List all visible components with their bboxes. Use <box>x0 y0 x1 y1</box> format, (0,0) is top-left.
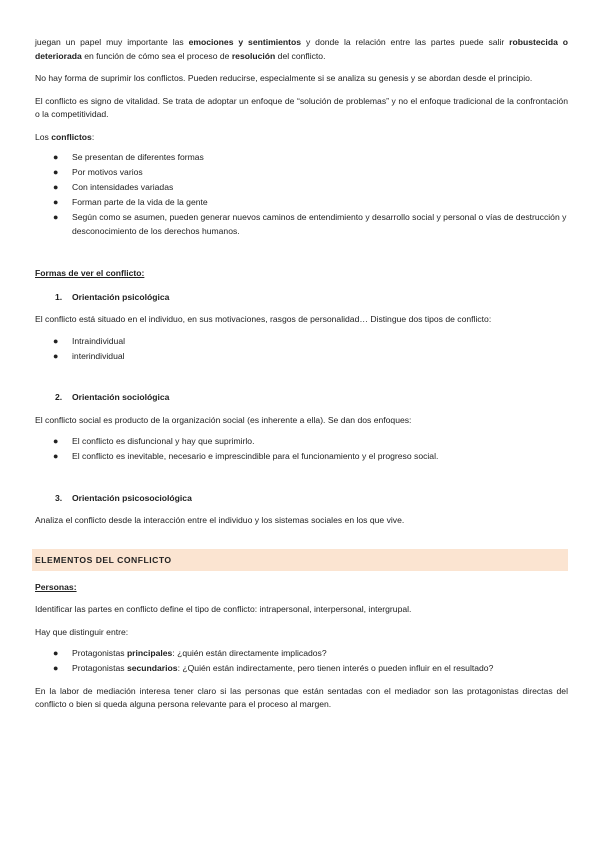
list-item: ● Según como se asumen, pueden generar nuevos caminos de entendimiento y desarrollo social y personal o vías de destrucción y desconocimiento de los derechos humanos. <box>53 212 567 236</box>
list-item: ● Protagonistas secundarios: ¿Quién están indirectamente, pero tienen interés o pueden influir en el resultado? <box>35 662 568 676</box>
orientacion-sociologica-list <box>35 435 568 464</box>
personas-paragraph-3: En la labor de mediación interesa tener claro si las personas que están sentadas con el mediador son las protagonistas directas del conflicto o bien si queda alguna persona relevante para el proceso al margen. <box>35 685 568 709</box>
orientacion-psicologica-text: El conflicto está situado en el individuo, en sus motivaciones, rasgos de personalidad… Distingue dos tipos de conflicto: <box>35 314 492 324</box>
orientacion-psicologica-heading: 1. Orientación psicológica <box>55 291 170 302</box>
list-item: ● Protagonistas principales: ¿quién están directamente implicados? <box>35 647 568 661</box>
conflictos-list <box>35 151 568 238</box>
document-page <box>35 36 568 712</box>
intro-paragraph-2: No hay forma de suprimir los conflictos. Pueden reducirse, especialmente si se analiza su genesis y se abordan desde el principio. <box>35 73 533 83</box>
bullet-icon: ● <box>53 212 59 222</box>
bullet-icon: ● <box>53 451 59 461</box>
orientacion-psicosociologica-text: Analiza el conflicto desde la interacción entre el individuo y los sistemas sociales en los que vive. <box>35 515 405 525</box>
list-item: ● El conflicto es inevitable, necesario e imprescindible para el funcionamiento y el progreso social. <box>35 450 568 464</box>
bullet-icon: ● <box>53 648 59 658</box>
list-item: ● Con intensidades variadas <box>35 181 568 195</box>
bullet-icon: ● <box>53 182 59 192</box>
section-title: ELEMENTOS DEL CONFLICTO <box>35 554 172 565</box>
list-item: ● Por motivos varios <box>35 166 568 180</box>
protagonistas-list <box>35 647 568 676</box>
bullet-icon: ● <box>53 350 59 361</box>
bullet-icon: ● <box>53 335 59 346</box>
conflictos-label: Los conflictos: <box>35 131 95 142</box>
intro-paragraph-3: El conflicto es signo de vitalidad. Se trata de adoptar un enfoque de “solución de problemas” y no el enfoque tradicional de la confrontación o la competitividad. <box>35 95 568 119</box>
orientacion-sociologica-text: El conflicto social es producto de la organización social (es inherente a ella). Se dan dos enfoques: <box>35 414 412 425</box>
list-item: ● interindividual <box>35 350 568 364</box>
bullet-icon: ● <box>53 197 59 207</box>
bullet-icon: ● <box>53 152 59 162</box>
personas-heading: Personas: <box>35 581 77 592</box>
bullet-icon: ● <box>53 167 59 177</box>
list-item: ● El conflicto es disfuncional y hay que suprimirlo. <box>35 435 568 449</box>
section-title-bar <box>32 549 568 571</box>
personas-paragraph-2: Hay que distinguir entre: <box>35 626 129 637</box>
formas-heading: Formas de ver el conflicto: <box>35 268 145 278</box>
orientacion-psicosociologica-heading: 3. Orientación psicosociológica <box>55 492 192 503</box>
bullet-icon: ● <box>53 436 59 446</box>
bullet-icon: ● <box>53 663 59 673</box>
orientacion-psicologica-list <box>35 335 568 364</box>
list-item: ● Se presentan de diferentes formas <box>35 151 568 165</box>
orientacion-sociologica-heading: 2. Orientación sociológica <box>55 392 170 402</box>
list-item: ● Intraindividual <box>35 335 568 349</box>
personas-paragraph-1: Identificar las partes en conflicto define el tipo de conflicto: intrapersonal, interpersonal, intergrupal. <box>35 604 412 614</box>
list-item: ● Forman parte de la vida de la gente <box>35 196 568 210</box>
intro-paragraph-1: juegan un papel muy importante las emociones y sentimientos y donde la relación entre las partes puede salir robustecida o deteriorada en función de cómo sea el proceso de resolución del conflicto. <box>35 37 568 61</box>
